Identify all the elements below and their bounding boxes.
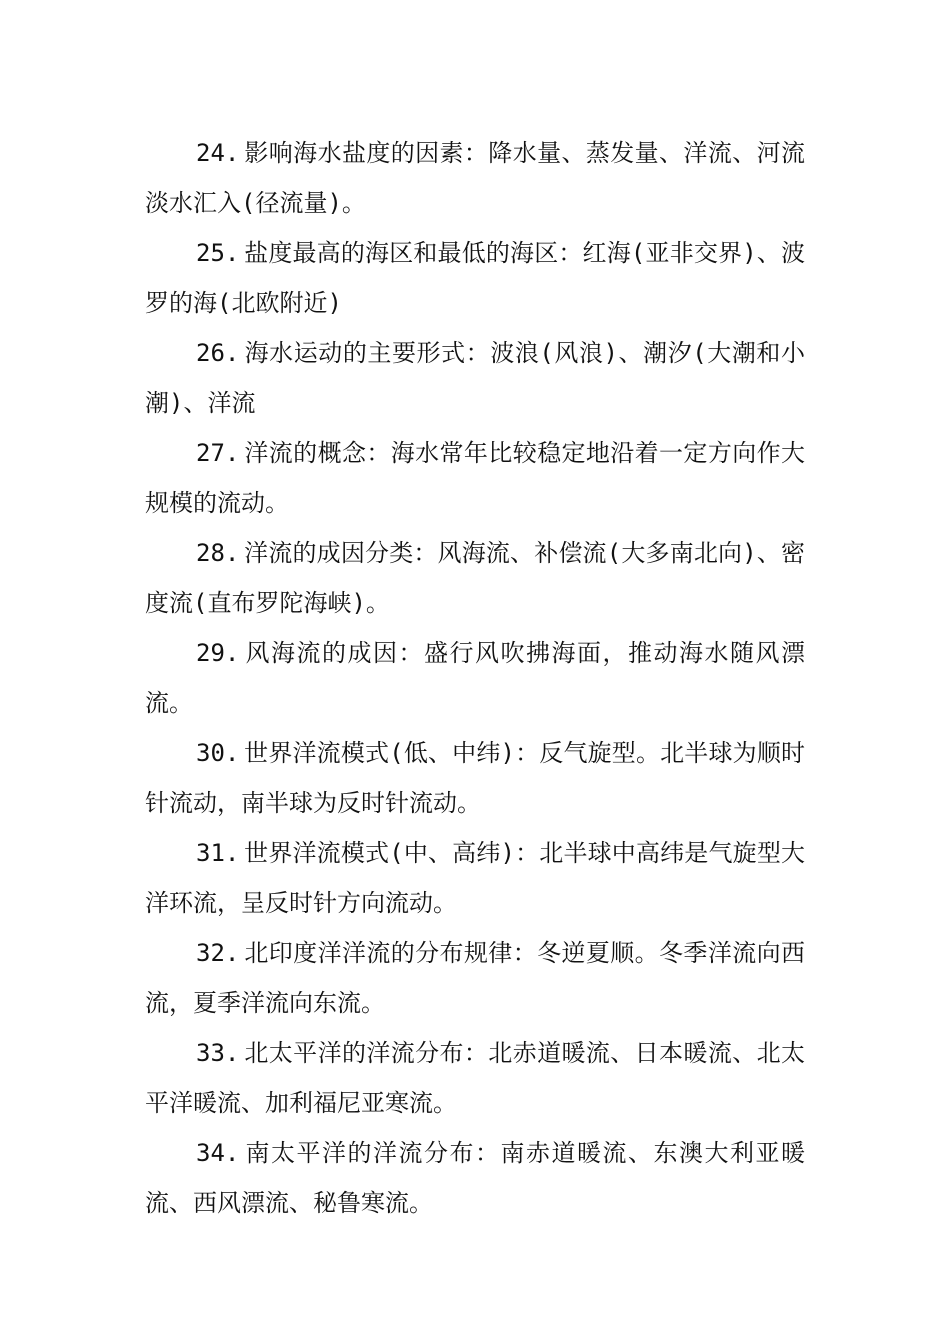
- item-number: 29.: [196, 639, 240, 667]
- item-number: 25.: [196, 239, 240, 267]
- item-text: 世界洋流模式(中、高纬)：北半球中高纬是气旋型大洋环流，呈反时针方向流动。: [145, 839, 805, 917]
- item-text: 风海流的成因：盛行风吹拂海面，推动海水随风漂流。: [145, 639, 805, 717]
- item-number: 30.: [196, 739, 240, 767]
- item-number: 31.: [196, 839, 240, 867]
- list-item: [145, 1028, 805, 1128]
- list-item: [145, 928, 805, 1028]
- list-item: [145, 528, 805, 628]
- item-number: 32.: [196, 939, 240, 967]
- item-text: 世界洋流模式(低、中纬)：反气旋型。北半球为顺时针流动，南半球为反时针流动。: [145, 739, 805, 817]
- item-number: 34.: [196, 1139, 240, 1167]
- item-text: 洋流的成因分类：风海流、补偿流(大多南北向)、密度流(直布罗陀海峡)。: [145, 539, 805, 617]
- item-text: 海水运动的主要形式：波浪(风浪)、潮汐(大潮和小潮)、洋流: [145, 339, 805, 417]
- item-number: 24.: [196, 139, 240, 167]
- item-number: 33.: [196, 1039, 240, 1067]
- list-item: [145, 328, 805, 428]
- list-item: [145, 228, 805, 328]
- list-item: [145, 728, 805, 828]
- item-number: 27.: [196, 439, 240, 467]
- item-number: 26.: [196, 339, 240, 367]
- list-item: [145, 628, 805, 728]
- item-text: 北太平洋的洋流分布：北赤道暖流、日本暖流、北太平洋暖流、加利福尼亚寒流。: [145, 1039, 805, 1117]
- list-item: [145, 128, 805, 228]
- item-text: 影响海水盐度的因素：降水量、蒸发量、洋流、河流淡水汇入(径流量)。: [145, 139, 805, 217]
- list-item: [145, 1128, 805, 1228]
- document-body: [145, 128, 805, 1228]
- item-text: 北印度洋洋流的分布规律：冬逆夏顺。冬季洋流向西流，夏季洋流向东流。: [145, 939, 805, 1017]
- item-text: 南太平洋的洋流分布：南赤道暖流、东澳大利亚暖流、西风漂流、秘鲁寒流。: [145, 1139, 805, 1217]
- item-text: 盐度最高的海区和最低的海区：红海(亚非交界)、波罗的海(北欧附近): [145, 239, 805, 317]
- list-item: [145, 428, 805, 528]
- item-number: 28.: [196, 539, 240, 567]
- list-item: [145, 828, 805, 928]
- item-text: 洋流的概念：海水常年比较稳定地沿着一定方向作大规模的流动。: [145, 439, 805, 517]
